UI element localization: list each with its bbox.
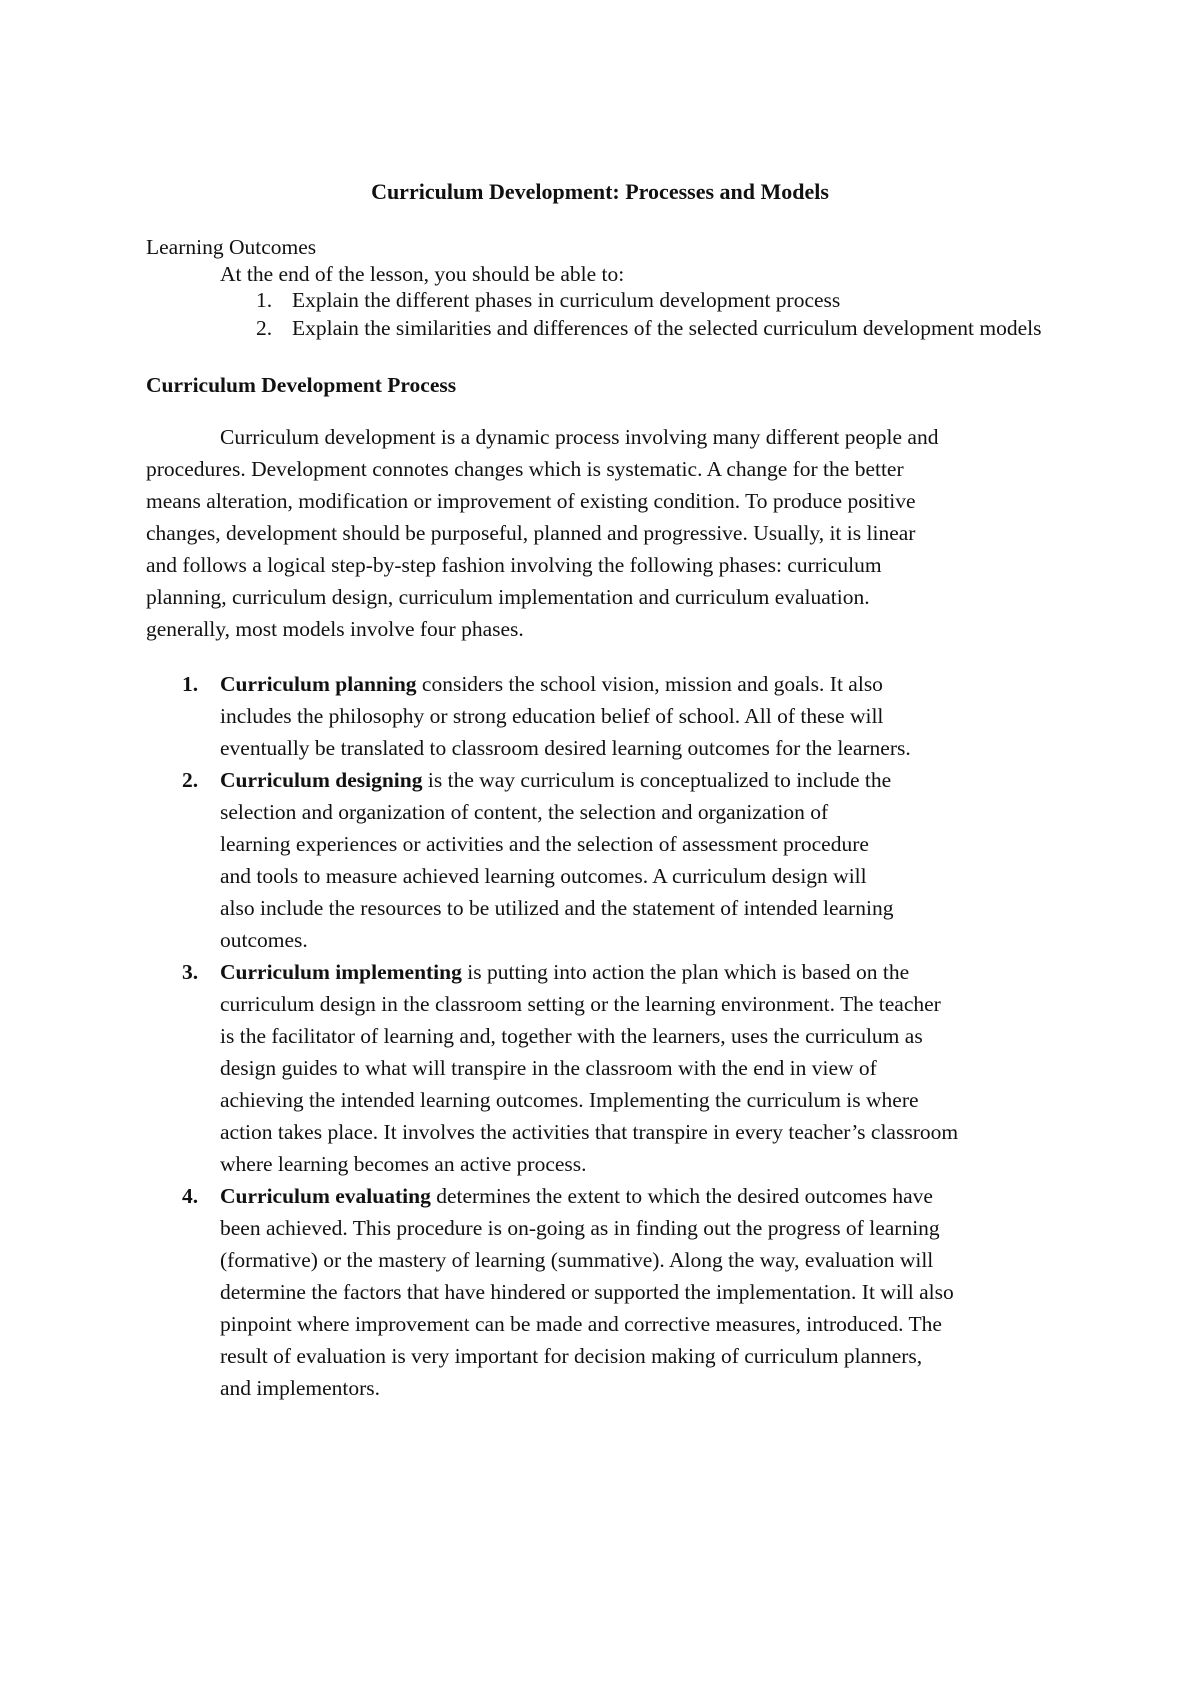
phase-line: been achieved. This procedure is on-going as in finding out the progress of learning [220, 1216, 940, 1240]
phase-term: Curriculum planning [220, 672, 417, 696]
phase-line: learning experiences or activities and the selection of assessment procedure [220, 832, 869, 856]
learning-outcome-item [220, 314, 1180, 342]
section-heading: Curriculum Development Process [146, 373, 457, 397]
paragraph-line: changes, development should be purposeful, planned and progressive. Usually, it is linear [146, 521, 916, 545]
paragraph-line: and follows a logical step-by-step fashion involving the following phases: curriculum [146, 553, 882, 577]
intro-paragraph [146, 421, 1046, 645]
learning-outcome-item [220, 286, 1180, 314]
paragraph-line: planning, curriculum design, curriculum implementation and curriculum evaluation. [146, 585, 870, 609]
phase-line: and tools to measure achieved learning outcomes. A curriculum design will [220, 864, 867, 888]
phase-line: action takes place. It involves the activities that transpire in every teacher’s classroom [220, 1120, 959, 1144]
phase-item-planning [146, 668, 1076, 764]
phase-text: determines the extent to which the desired outcomes have [430, 1184, 933, 1208]
phase-text: is the way curriculum is conceptualized to include the [422, 768, 892, 792]
phase-line: outcomes. [220, 928, 308, 952]
phase-term: Curriculum evaluating [220, 1184, 431, 1208]
phase-number: 2. [182, 768, 199, 792]
phase-line: includes the philosophy or strong education belief of school. All of these will [220, 704, 884, 728]
learning-outcome-text: Explain the different phases in curriculum development process [292, 288, 841, 312]
phase-line: pinpoint where improvement can be made and corrective measures, introduced. The [220, 1312, 942, 1336]
document-title: Curriculum Development: Processes and Models [371, 179, 829, 204]
phase-number: 4. [182, 1184, 199, 1208]
phase-line: also include the resources to be utilized and the statement of intended learning [220, 896, 894, 920]
learning-outcome-number: 2. [256, 316, 273, 340]
paragraph-line: procedures. Development connotes changes which is systematic. A change for the better [146, 457, 904, 481]
phase-item-evaluating [146, 1180, 1076, 1404]
phase-line: determine the factors that have hindered or supported the implementation. It will also [220, 1280, 954, 1304]
learning-outcome-text: Explain the similarities and differences of the selected curriculum development models [292, 316, 1042, 340]
paragraph-line: generally, most models involve four phases. [146, 617, 524, 641]
phase-number: 1. [182, 672, 199, 696]
phase-line: result of evaluation is very important for decision making of curriculum planners, [220, 1344, 923, 1368]
phase-list [146, 668, 1076, 1404]
phase-line: design guides to what will transpire in the classroom with the end in view of [220, 1056, 877, 1080]
phase-number: 3. [182, 960, 199, 984]
phase-line: selection and organization of content, the selection and organization of [220, 800, 829, 824]
phase-line: is the facilitator of learning and, together with the learners, uses the curriculum as [220, 1024, 923, 1048]
phase-line: (formative) or the mastery of learning (summative). Along the way, evaluation will [220, 1248, 934, 1272]
phase-term: Curriculum implementing [220, 960, 462, 984]
phase-line: curriculum design in the classroom setting or the learning environment. The teacher [220, 992, 941, 1016]
phase-line: eventually be translated to classroom desired learning outcomes for the learners. [220, 736, 911, 760]
phase-text: considers the school vision, mission and goals. It also [416, 672, 883, 696]
phase-item-designing [146, 764, 1076, 956]
learning-outcomes-list [220, 286, 1180, 342]
learning-outcome-number: 1. [256, 288, 273, 312]
phase-line: and implementors. [220, 1376, 381, 1400]
phase-item-implementing [146, 956, 1076, 1180]
paragraph-line: means alteration, modification or improvement of existing condition. To produce positive [146, 489, 916, 513]
learning-outcomes-intro: At the end of the lesson, you should be able to: [220, 262, 625, 286]
phase-text: is putting into action the plan which is based on the [461, 960, 910, 984]
paragraph-line: Curriculum development is a dynamic process involving many different people and [220, 425, 939, 449]
phase-line: achieving the intended learning outcomes. Implementing the curriculum is where [220, 1088, 919, 1112]
phase-line: where learning becomes an active process. [220, 1152, 587, 1176]
phase-term: Curriculum designing [220, 768, 423, 792]
learning-outcomes-heading: Learning Outcomes [146, 235, 317, 259]
